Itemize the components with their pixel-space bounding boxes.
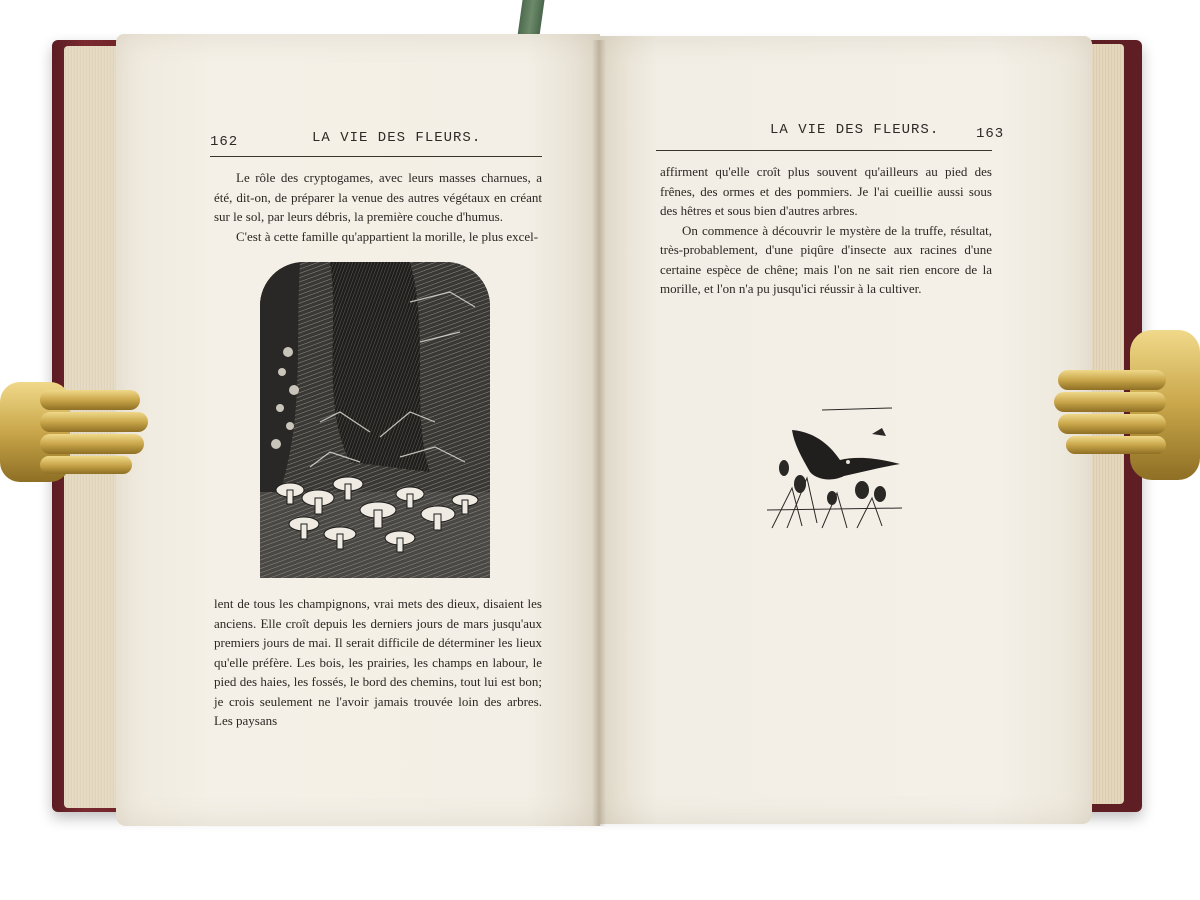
right-head-rule [656, 150, 992, 151]
right-paragraph-2: On commence à découvrir le mystère de la truffe, résultat, très-probablement, d'une piqûre d'insecte aux racines d'une certaine espèce de chêne; mais l'on ne sait rien encore de la morille, et l'on n'a pu jusqu'ici réussir à la cultiver. [660, 222, 992, 296]
right-page-number: 163 [976, 126, 1005, 142]
left-paragraph-2: C'est à cette famille qu'appartient la morille, le plus excel- [236, 228, 539, 244]
forest-mushroom-engraving [260, 262, 490, 578]
left-page-number: 162 [210, 134, 239, 150]
left-text-top [214, 168, 542, 246]
left-brass-hand [0, 362, 150, 492]
left-paragraph-3: lent de tous les champignons, vrai mets des dieux, disaient les anciens. Elle croît depuis les derniers jours de mars jusqu'aux premiers jours de mai. Il serait difficile de déterminer les lieux qu'elle préfère. Les bois, les prairies, les champs en labour, le pied des haies, les fossés, le bord des chemins, tout lui est bon; je crois seulement ne l'avoir jamais trouvée loin des arbres. Les paysans [214, 596, 542, 728]
left-text-bottom [214, 594, 542, 731]
left-running-head: LA VIE DES FLEURS. [312, 130, 482, 146]
right-paragraph-1: affirment qu'elle croît plus souvent qu'ailleurs au pied des frênes, des ormes et des pommiers. Je l'ai cueillie aussi sous des hêtres et sous bien d'autres arbres. [660, 164, 992, 218]
right-running-head: LA VIE DES FLEURS. [770, 122, 940, 138]
left-paragraph-1: Le rôle des cryptogames, avec leurs masses charnues, a été, dit-on, de préparer la venue des autres végétaux en créant sur le sol, par leurs débris, la première couche d'humus. [214, 170, 542, 224]
book-gutter [592, 40, 606, 826]
bird-vignette [762, 398, 908, 534]
bookmark-ribbon [517, 0, 544, 36]
right-text [660, 162, 992, 299]
right-brass-hand [1050, 330, 1200, 490]
left-head-rule [210, 156, 542, 157]
